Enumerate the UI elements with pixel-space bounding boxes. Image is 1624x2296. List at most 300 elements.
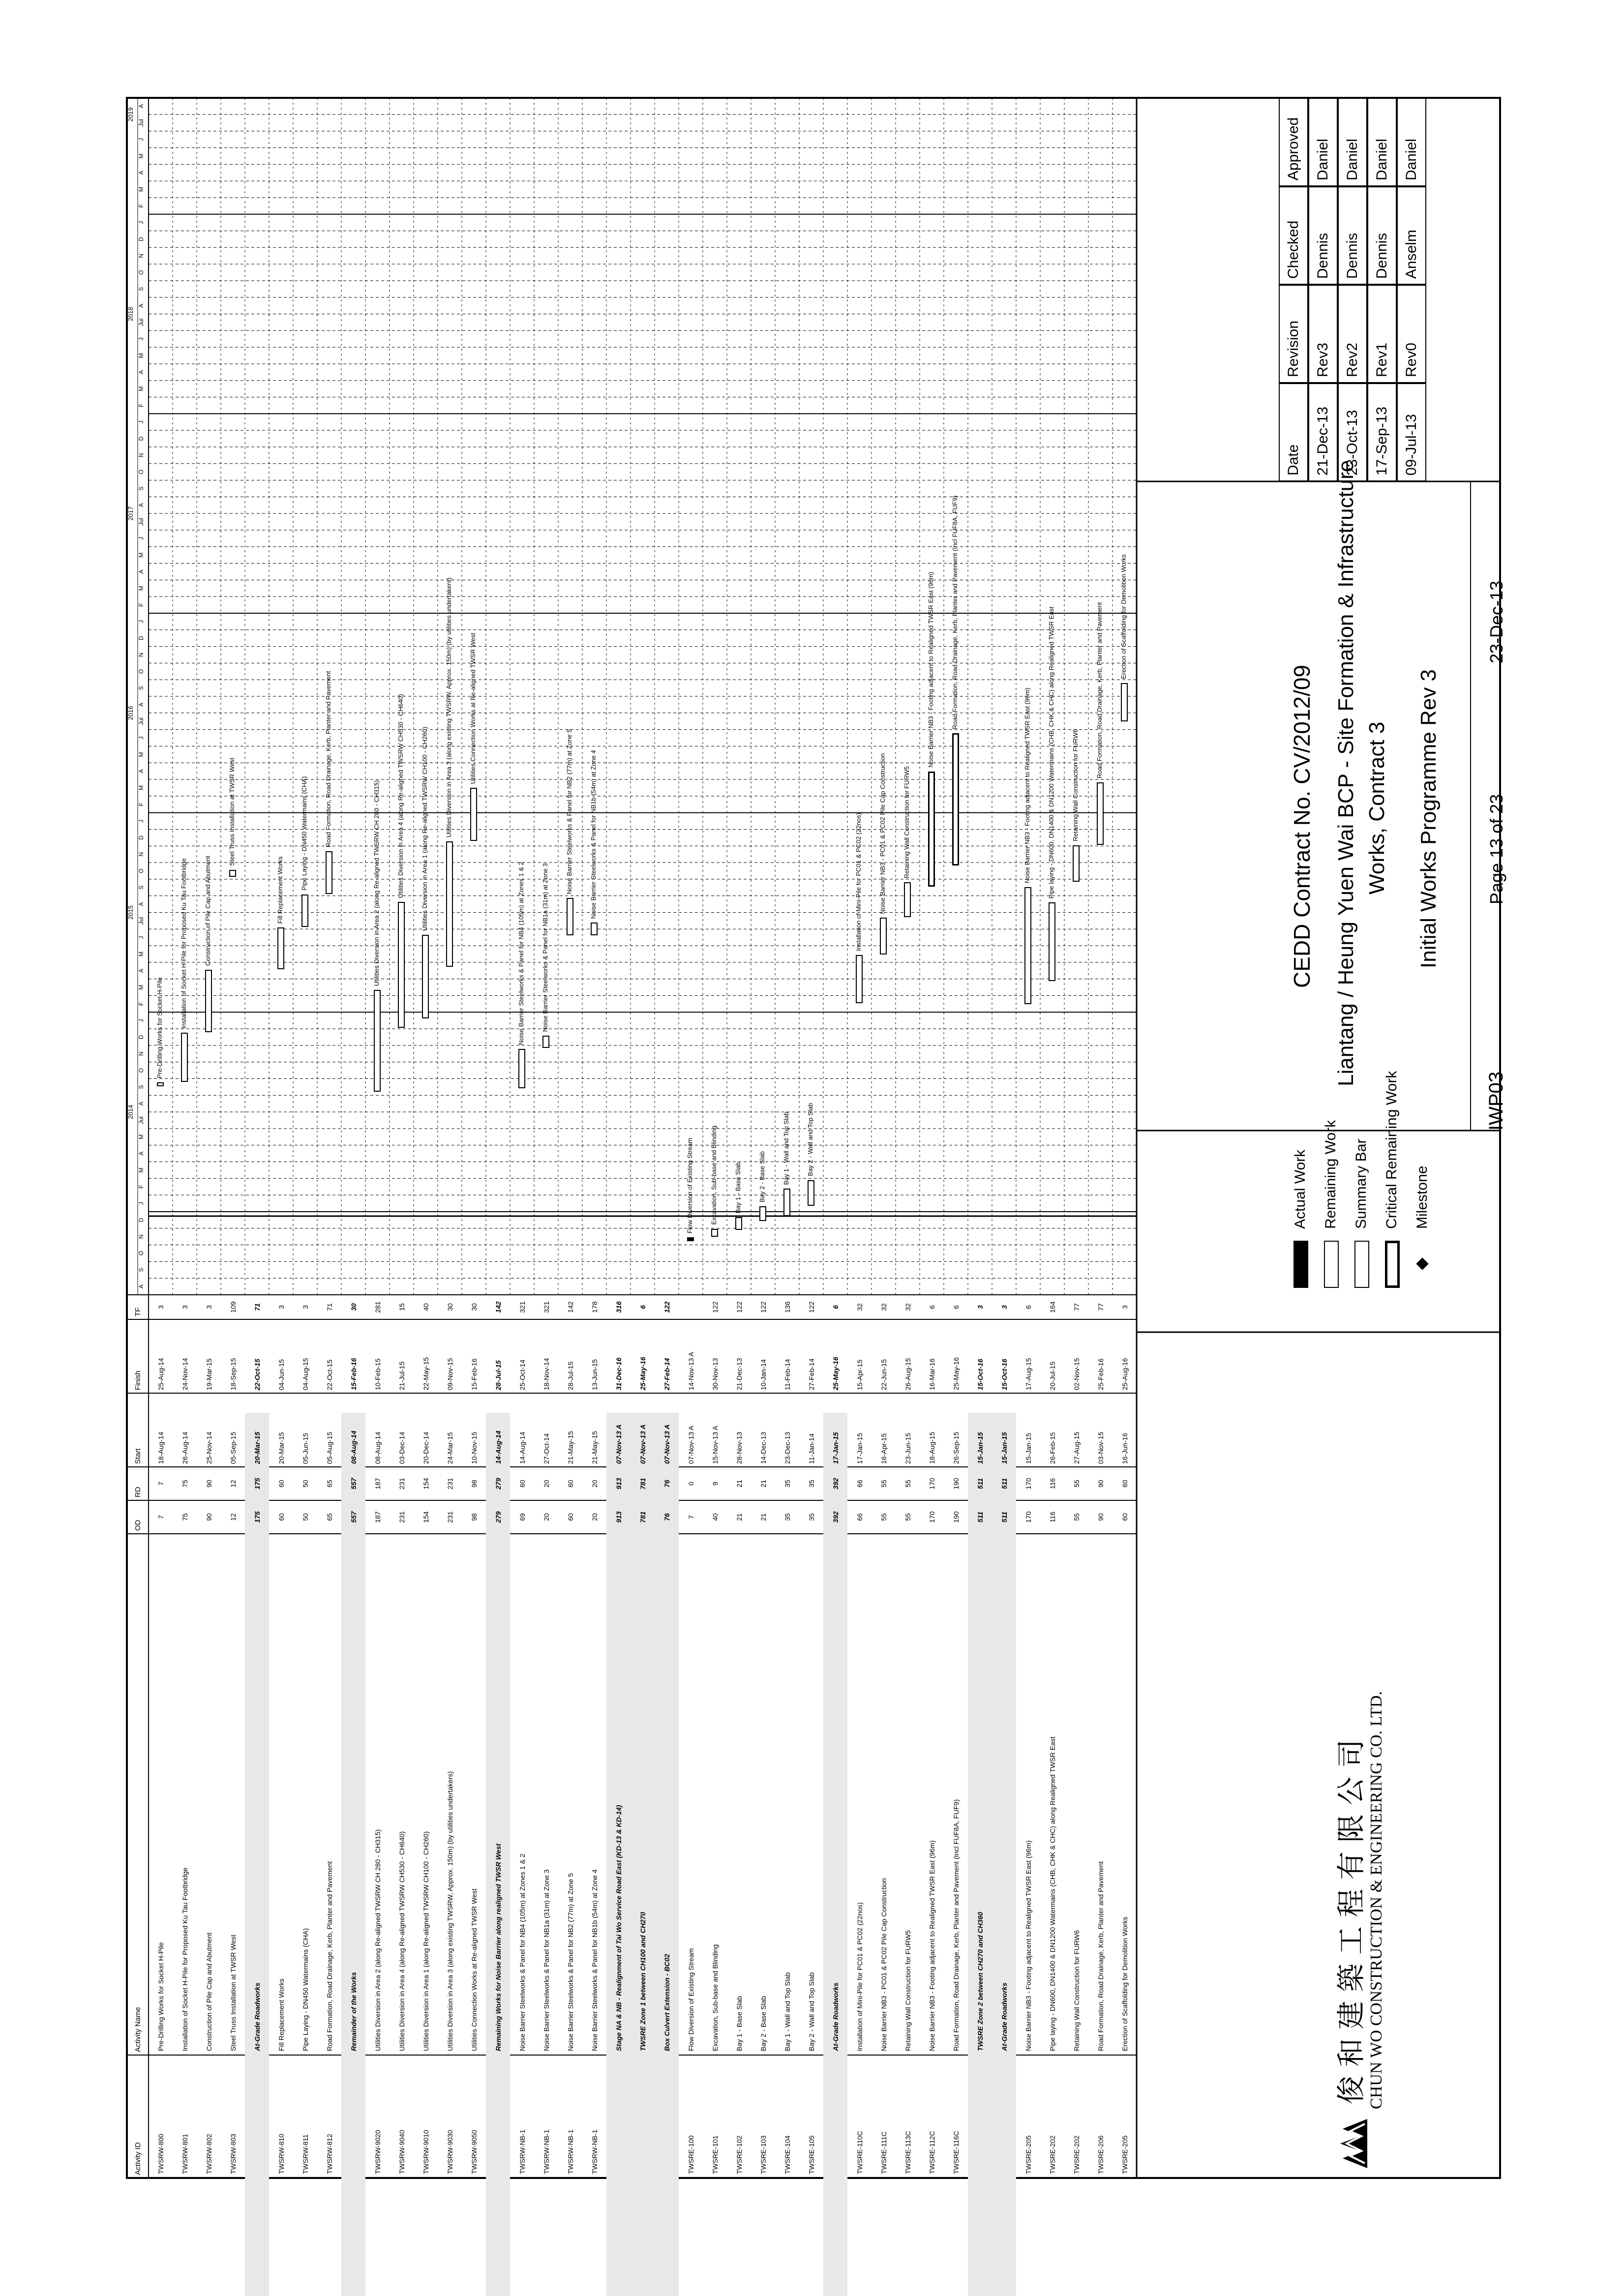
remaining-work-bar	[326, 851, 332, 894]
remaining-duration: 65	[325, 1480, 333, 1488]
activity-name: TWSRE Zone 1 between CH100 and CH270	[638, 1911, 647, 2051]
timescale-month: F	[138, 204, 145, 208]
finish-date: 20-Jul-15	[1048, 1361, 1056, 1390]
activity-row	[462, 1303, 486, 2296]
timescale-month: D	[138, 237, 145, 241]
finish-date: 10-Jan-14	[759, 1359, 767, 1390]
timescale-month: M	[138, 952, 145, 956]
revision-cell: 09-Jul-13	[1397, 383, 1426, 481]
document-number: IWP03	[1485, 1071, 1507, 1131]
activity-id	[631, 2055, 655, 2178]
timescale-month: J	[138, 736, 145, 740]
original-duration: 50	[301, 1513, 309, 1521]
finish-date: 30-Nov-13	[711, 1358, 719, 1390]
legend-milestone-label: Milestone	[1414, 1165, 1430, 1229]
finish-date: 22-May-15	[421, 1357, 430, 1390]
activity-name: Utilities Connection Works at Re-aligned TWSR West	[470, 1888, 478, 2051]
activity-id: TWSRW-NB-1	[590, 2129, 599, 2174]
timescale-month: J	[138, 221, 145, 224]
original-duration: 279	[494, 1511, 502, 1523]
start-date: 24-Mar-15	[446, 1432, 454, 1464]
legend-swatch-summary	[1354, 1241, 1369, 1288]
header-start: Start	[133, 1448, 142, 1464]
header-od: OD	[133, 1520, 142, 1531]
activity-name: Flow Diversion of Existing Stream	[687, 1948, 695, 2051]
remaining-work-bar	[711, 1229, 718, 1237]
start-date: 15-Jan-15	[1024, 1432, 1032, 1464]
remaining-work-bar	[446, 841, 453, 967]
activity-id: TWSRE-104	[783, 2135, 791, 2174]
remaining-duration: 175	[253, 1478, 261, 1490]
original-duration: 392	[831, 1511, 840, 1523]
bar-label: Utilities Diversion in Area 2 (along Re-aligned TWSRW CH 280 - CH315)	[373, 780, 380, 986]
total-float: 164	[1048, 1301, 1056, 1313]
timescale-month: M	[138, 353, 145, 358]
timescale-month: A	[138, 569, 145, 574]
group-row	[631, 1305, 655, 2296]
activity-id: TWSRE-111C	[879, 2131, 888, 2174]
finish-date: 28-Jul-15	[566, 1361, 574, 1390]
revision-cell: Daniel	[1397, 98, 1426, 186]
timescale-month: A	[138, 1151, 145, 1156]
timescale-month: D	[138, 1218, 145, 1223]
activity-name: Installation of Mini-Pile for PC01 & PC02 (22nos)	[855, 1902, 864, 2051]
timescale-month: N	[138, 1234, 145, 1239]
activity-row	[390, 1303, 414, 2296]
finish-date: 18-Sep-15	[229, 1358, 237, 1390]
activity-id	[486, 2055, 510, 2178]
original-duration: 7	[687, 1515, 695, 1519]
activity-id: TWSRE-206	[1096, 2135, 1105, 2174]
original-duration: 511	[976, 1511, 984, 1523]
bar-label: Utilities Diversion in Area 4 (along Re-aligned TWSRW CH530 - CH640)	[397, 694, 404, 898]
remaining-duration: 231	[446, 1478, 454, 1490]
bar-label: Retaining Wall Construction for FURW5	[903, 766, 910, 879]
activity-row	[1088, 1303, 1113, 2296]
original-duration: 60	[277, 1513, 285, 1521]
revision-header: Revision	[1279, 285, 1308, 383]
original-duration: 175	[253, 1511, 261, 1523]
remaining-work-bar	[1024, 887, 1031, 1004]
timescale-month: A	[138, 769, 145, 774]
timescale-month: A	[138, 370, 145, 374]
timescale-month: F	[138, 803, 145, 806]
group-row	[992, 1305, 1016, 2296]
group-row	[823, 1305, 847, 2296]
original-duration: 187	[373, 1511, 382, 1523]
original-duration: 66	[855, 1513, 864, 1521]
total-float: 30	[470, 1303, 478, 1311]
activity-id: TWSRE-113C	[903, 2131, 912, 2174]
original-duration: 231	[397, 1511, 406, 1523]
activity-row	[173, 1305, 197, 2296]
finish-date: 15-Feb-16	[349, 1358, 358, 1390]
bar-label: Installation of Socket H-Pile for Proposed Ku Tau Footbridge	[180, 858, 187, 1029]
remaining-work-bar	[904, 882, 911, 917]
total-float: 3	[1120, 1305, 1129, 1309]
timescale-year: 2016	[127, 706, 134, 720]
timescale-month: S	[138, 287, 145, 291]
activity-row	[293, 1305, 317, 2296]
project-title-line2: Works, Contract 3	[1365, 721, 1389, 895]
project-title-line1: Liantang / Heung Yuen Wai BCP - Site Formation & Infrastructure	[1334, 460, 1358, 1086]
activity-row	[944, 1305, 968, 2296]
remaining-work-bar	[229, 870, 236, 877]
total-float: 122	[759, 1301, 767, 1313]
remaining-duration: 279	[494, 1478, 502, 1490]
remaining-duration: 392	[831, 1478, 840, 1490]
bar-label: Construction of Pile Cap and Abutment	[204, 855, 211, 966]
legend-summary-label: Summary Bar	[1353, 1138, 1369, 1229]
start-date: 16-Jun-16	[1120, 1432, 1129, 1464]
critical-work-bar	[952, 733, 959, 865]
activity-name: Pipe Laying - DN450 Watermains (CHA)	[301, 1928, 309, 2051]
legend-critical-label: Critical Remaining Work	[1383, 1071, 1400, 1229]
remaining-work-bar	[157, 1082, 164, 1086]
bar-label: Bay 2 - Base Slab	[758, 1151, 766, 1203]
start-date: 28-Nov-13	[735, 1431, 743, 1464]
timescale-month: M	[138, 785, 145, 790]
remaining-duration: 35	[783, 1480, 791, 1488]
remaining-duration: 20	[542, 1480, 550, 1488]
total-float: 3	[976, 1305, 984, 1309]
remaining-duration: 98	[470, 1480, 478, 1488]
activity-id: TWSRW-811	[301, 2134, 309, 2174]
total-float: 32	[879, 1303, 888, 1311]
bar-label: Noise Barrier NB3 - Footing adjacent to Realigned TWSR East (96m)	[1023, 687, 1031, 884]
page-number: Page 13 of 23	[1486, 794, 1506, 904]
activity-name: Pipe laying - DN600, DN1400 & DN1200 Watermains (CHB, CHK & CHC) along Realigned TWSR East	[1048, 1736, 1056, 2051]
start-date: 18-Aug-14	[156, 1431, 165, 1464]
original-duration: 35	[807, 1513, 815, 1521]
activity-name: Pre-Drilling Works for Socket H-Pile	[156, 1942, 165, 2051]
timescale-month: D	[138, 636, 145, 641]
activity-name: At-Grade Roadworks	[1000, 1982, 1008, 2051]
timescale-month: J	[138, 420, 145, 424]
activity-name: Utilities Diversion in Area 4 (along Re-aligned TWSRW CH530 - CH640)	[397, 1831, 406, 2051]
start-date: 10-Nov-15	[470, 1431, 478, 1464]
remaining-duration: 35	[807, 1480, 815, 1488]
total-float: 109	[229, 1301, 237, 1313]
remaining-duration: 20	[590, 1480, 599, 1488]
remaining-duration: 9	[711, 1482, 719, 1486]
timescale-month: O	[138, 669, 145, 674]
activity-id	[606, 2055, 631, 2178]
timescale-month: J	[138, 537, 145, 540]
activity-id: TWSRW-802	[205, 2134, 213, 2174]
total-float: 321	[518, 1301, 526, 1313]
total-float: 321	[542, 1301, 550, 1313]
finish-date: 22-Jun-15	[879, 1359, 888, 1390]
total-float: 122	[735, 1301, 743, 1313]
total-float: 15	[397, 1303, 406, 1311]
timescale-month: A	[138, 503, 145, 507]
group-row	[606, 1301, 631, 2296]
original-duration: 65	[325, 1513, 333, 1521]
start-date: 25-Nov-14	[205, 1431, 213, 1464]
remaining-duration: 557	[349, 1478, 358, 1490]
remaining-duration: 190	[952, 1478, 960, 1490]
activity-row	[558, 1301, 582, 2296]
bar-label: Excavation, Sub-base and Blinding	[710, 1125, 718, 1225]
finish-date: 25-Aug-14	[156, 1358, 165, 1390]
remaining-duration: 7	[156, 1482, 165, 1486]
legend-swatch-remaining	[1324, 1241, 1339, 1288]
legend-swatch-actual	[1293, 1241, 1308, 1288]
remaining-work-bar	[181, 1033, 188, 1082]
timescale-month: M	[138, 186, 145, 192]
activity-id: TWSRW-9040	[397, 2130, 406, 2174]
timescale-month: J	[138, 620, 145, 623]
group-row	[655, 1301, 679, 2296]
timescale-month: M	[138, 984, 145, 990]
finish-date: 17-Aug-15	[1024, 1358, 1032, 1390]
original-duration: 20	[590, 1513, 599, 1521]
activity-row	[872, 1303, 896, 2296]
finish-date: 14-Nov-13 A	[687, 1352, 695, 1390]
finish-date: 22-Oct-15	[325, 1359, 333, 1390]
activity-name: Noise Barrier Steelworks & Panel for NB1b (54m) at Zone 4	[590, 1869, 599, 2051]
start-date: 05-Aug-15	[325, 1431, 333, 1464]
bar-label: Road Formation, Road Drainage, Kerb, Planter and Pavement (Incl FUF8A, FUF9)	[951, 495, 959, 729]
remaining-duration: 12	[229, 1480, 237, 1488]
total-float: 40	[421, 1303, 430, 1311]
activity-id: TWSRE-102	[735, 2135, 743, 2174]
remaining-duration: 76	[662, 1480, 671, 1488]
original-duration: 190	[952, 1511, 960, 1523]
start-date: 20-Mar-15	[253, 1431, 261, 1464]
activity-id: TWSRE-202	[1048, 2135, 1056, 2174]
activity-row	[847, 1303, 872, 2296]
revision-cell: Daniel	[1367, 98, 1397, 186]
original-duration: 55	[1072, 1513, 1081, 1521]
timescale-month: S	[138, 885, 145, 890]
original-duration: 7	[156, 1515, 165, 1519]
timescale-month: S	[138, 486, 145, 491]
timescale-month: Jul	[138, 1116, 145, 1124]
finish-date: 04-Jun-15	[277, 1359, 285, 1390]
activity-name: Retaining Wall Construction for FURW5	[903, 1930, 912, 2051]
activity-id: TWSRE-116C	[952, 2131, 960, 2174]
total-float: 6	[952, 1305, 960, 1309]
original-duration: 40	[711, 1513, 719, 1521]
activity-row	[1113, 1305, 1137, 2296]
timescale-month: Jul	[138, 518, 145, 526]
timescale-month: F	[138, 1185, 145, 1189]
timescale-month: F	[138, 403, 145, 408]
total-float: 32	[855, 1303, 864, 1311]
total-float: 281	[373, 1301, 382, 1313]
finish-date: 16-Mar-16	[928, 1358, 936, 1390]
timescale-month: D	[138, 1035, 145, 1040]
activity-name: Excavation, Sub-base and Blinding	[711, 1944, 719, 2051]
revision-cell: Dennis	[1338, 186, 1367, 285]
timescale-year: 2017	[127, 506, 134, 521]
activity-id: TWSRW-NB-1	[542, 2129, 550, 2174]
start-date: 07-Nov-13 A	[614, 1424, 623, 1464]
remaining-duration: 75	[180, 1480, 189, 1488]
total-float: 77	[1072, 1303, 1081, 1311]
finish-date: 18-Nov-14	[542, 1358, 550, 1390]
bar-label: Bay 1 - Base Slab	[734, 1162, 742, 1214]
remaining-duration: 55	[879, 1480, 888, 1488]
activity-row	[799, 1301, 823, 2296]
bar-label: Utilities Diversion in Area 1 (along Re-aligned TWSRW CH100 - CH260)	[421, 726, 428, 931]
original-duration: 69	[518, 1513, 526, 1521]
finish-date: 25-May-16	[952, 1357, 960, 1390]
activity-id: TWSRE-112C	[928, 2131, 936, 2174]
original-duration: 90	[1096, 1513, 1105, 1521]
start-date: 11-Jan-14	[807, 1433, 815, 1464]
remaining-duration: 60	[1120, 1480, 1129, 1488]
remaining-duration: 21	[759, 1480, 767, 1488]
revision-cell: 21-Dec-13	[1308, 383, 1338, 481]
activity-name: Noise Barrier Steelworks & Panel for NB1a (31m) at Zone 3	[542, 1869, 550, 2051]
activity-id: TWSRE-205	[1024, 2135, 1032, 2174]
bar-label: Bay 2 - Wall and Top Slab	[807, 1103, 814, 1176]
timescale-month: O	[138, 1068, 145, 1073]
activity-id	[245, 2055, 269, 2178]
activity-id	[992, 2055, 1016, 2178]
timescale-month: D	[138, 436, 145, 441]
original-duration: 55	[903, 1513, 912, 1521]
activity-name: At-Grade Roadworks	[253, 1982, 261, 2051]
timescale-month: M	[138, 752, 145, 757]
activity-id: TWSRE-103	[759, 2135, 767, 2174]
start-date: 26-Aug-14	[180, 1431, 189, 1464]
remaining-work-bar	[422, 935, 429, 1018]
revision-cell: Rev2	[1338, 285, 1367, 383]
finish-date: 09-Nov-15	[446, 1358, 454, 1390]
timescale-month: A	[138, 702, 145, 707]
activity-id: TWSRW-NB-1	[518, 2129, 526, 2174]
bar-label: Steel Truss Installation at TWSR West	[228, 757, 236, 866]
total-float: 3	[156, 1305, 165, 1309]
finish-date: 15-Oct-16	[1000, 1359, 1008, 1390]
remaining-duration: 55	[1072, 1480, 1081, 1488]
finish-date: 15-Oct-16	[976, 1359, 984, 1390]
total-float: 3	[205, 1305, 213, 1309]
activity-name: Fill Replacement Works	[277, 1978, 285, 2051]
bar-label: Noise Barrier Steelworks & Panel for NB1a (31m) at Zone 3	[541, 863, 549, 1032]
original-duration: 913	[614, 1511, 623, 1523]
activity-id: TWSRW-810	[277, 2134, 285, 2174]
finish-date: 10-Feb-15	[373, 1358, 382, 1390]
original-duration: 557	[349, 1511, 358, 1523]
start-date: 17-Jan-15	[831, 1432, 840, 1464]
revision-cell: 17-Sep-13	[1367, 383, 1397, 481]
original-duration: 55	[879, 1513, 888, 1521]
remaining-work-bar	[542, 1036, 549, 1047]
activity-row	[414, 1303, 438, 2296]
bar-label: Noise Barrier Steelworks & Panel for NB4 (105m) at Zones 1 & 2	[517, 862, 525, 1045]
original-duration: 511	[1000, 1511, 1008, 1523]
timescale-month: J	[138, 1019, 145, 1022]
finish-date: 13-Jun-15	[590, 1359, 599, 1390]
activity-id: TWSRE-101	[711, 2135, 719, 2174]
bar-label: Noise Barrier Steelworks & Panel for NB1b (54m) at Zone 4	[590, 750, 597, 919]
total-float: 142	[494, 1301, 502, 1313]
remaining-duration: 50	[301, 1480, 309, 1488]
timescale-month: F	[138, 1002, 145, 1006]
activity-name: Bay 2 - Wall and Top Slab	[807, 1972, 815, 2051]
start-date: 21-May-15	[566, 1431, 574, 1464]
remaining-work-bar	[567, 898, 573, 936]
timescale-month: D	[138, 835, 145, 840]
finish-date: 15-Feb-16	[470, 1358, 478, 1390]
activity-id: TWSRE-100	[687, 2135, 695, 2174]
activity-row	[317, 1303, 341, 2296]
timescale-month: M	[138, 1167, 145, 1173]
activity-name: Remaining Works for Noise Barrier along realigned TWSR West	[494, 1844, 502, 2051]
finish-date: 11-Feb-14	[783, 1359, 791, 1390]
start-date: 26-Sep-15	[952, 1431, 960, 1464]
programme-title: Initial Works Programme Rev 3	[1416, 669, 1441, 968]
activity-name: Bay 1 - Wall and Top Slab	[783, 1972, 791, 2051]
remaining-work-bar	[735, 1217, 742, 1230]
activity-name: Box Culvert Extension - BC02	[662, 1954, 671, 2051]
activity-id: TWSRW-801	[180, 2134, 189, 2174]
activity-name: Noise Barrier Steelworks & Panel for NB4 (105m) at Zones 1 & 2	[518, 1853, 526, 2051]
activity-name: Road Formation, Road Drainage, Kerb, Planter and Pavement (Incl FUF8A, FUF9)	[952, 1799, 960, 2051]
timescale-month: A	[138, 1102, 145, 1106]
remaining-duration: 55	[903, 1480, 912, 1488]
start-date: 27-Oct-14	[542, 1433, 550, 1464]
original-duration: 20	[542, 1513, 550, 1521]
remaining-duration: 170	[1024, 1478, 1032, 1490]
start-date: 20-Dec-14	[421, 1431, 430, 1464]
bar-label: Pipe Laying - DN450 Watermains (CHA)	[301, 776, 308, 891]
total-float: 30	[446, 1303, 454, 1311]
original-duration: 116	[1048, 1511, 1056, 1523]
bar-label: Pre-Drilling Works for Socket H-Pile	[156, 977, 163, 1078]
remaining-work-bar	[1073, 845, 1080, 882]
header-tf: TF	[133, 1307, 142, 1316]
original-duration: 170	[1024, 1511, 1032, 1523]
revision-cell: Rev1	[1367, 285, 1397, 383]
start-date: 07-Nov-13 A	[662, 1424, 671, 1464]
timescale-month: S	[138, 1268, 145, 1272]
timescale-month: M	[138, 552, 145, 558]
activity-id	[655, 2055, 679, 2178]
activity-row	[1016, 1305, 1040, 2296]
activity-name: Construction of Pile Cap and Abutment	[205, 1932, 213, 2051]
contract-number: CEDD Contract No. CV/2012/09	[1289, 664, 1315, 988]
remaining-work-bar	[277, 927, 284, 969]
timescale-month: A	[138, 968, 145, 973]
start-date: 18-Aug-15	[928, 1431, 936, 1464]
bar-label: Noise Barrier NB3 - PC01 & PC02 Pile Cap Construction	[879, 753, 886, 914]
header-activity-id: Activity ID	[133, 2142, 142, 2175]
activity-id: TWSRW-9050	[470, 2130, 478, 2174]
start-date: 27-Aug-15	[1072, 1431, 1081, 1464]
activity-id: TWSRE-105	[807, 2135, 815, 2174]
original-duration: 21	[735, 1513, 743, 1521]
start-date: 21-May-15	[590, 1431, 599, 1464]
remaining-duration: 90	[205, 1480, 213, 1488]
activity-row	[221, 1301, 245, 2296]
timescale-month: A	[138, 902, 145, 906]
company-logo	[1333, 2114, 1377, 2173]
finish-date: 21-Jul-15	[397, 1361, 406, 1390]
start-date: 16-Apr-15	[879, 1433, 888, 1464]
activity-row	[775, 1301, 799, 2296]
activity-name: Stage NA & NB - Realignment of Tai Wo Service Road East (KD-13 & KD-14)	[614, 1805, 623, 2051]
original-duration: 76	[662, 1513, 671, 1521]
revision-header: Date	[1279, 383, 1308, 481]
original-duration: 154	[421, 1511, 430, 1523]
total-float: 3	[301, 1305, 309, 1309]
